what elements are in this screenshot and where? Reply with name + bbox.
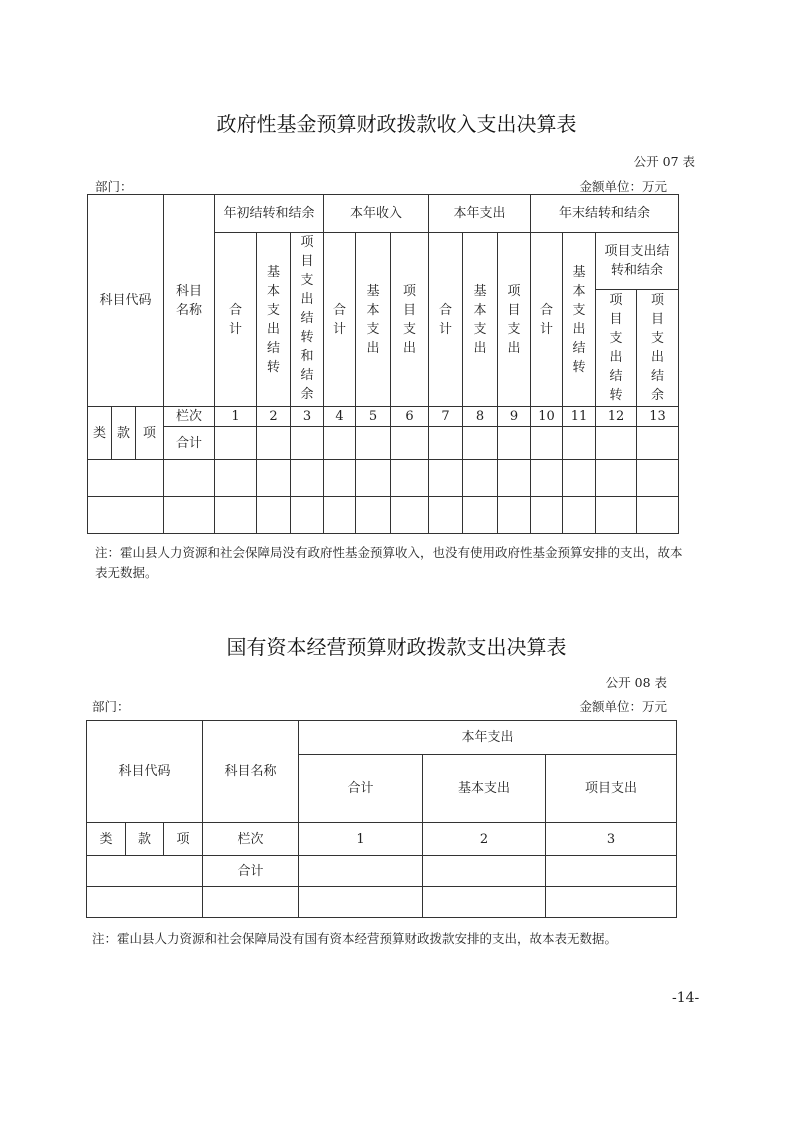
t1-income-project: 项目支出 <box>391 233 429 407</box>
t1-cell <box>215 427 257 460</box>
t1-cell <box>356 427 391 460</box>
t1-cell <box>88 497 164 534</box>
t1-cell <box>356 460 391 497</box>
t1-col-num: 6 <box>391 407 429 427</box>
t1-end-total: 合计 <box>531 233 563 407</box>
t1-end-basic-carry: 基本支出结转 <box>563 233 596 407</box>
t2-empty-row <box>87 887 677 918</box>
t1-xiang: 项 <box>136 407 164 460</box>
t1-cell <box>257 427 291 460</box>
t1-cell <box>324 460 356 497</box>
t1-empty-row <box>88 497 679 534</box>
t2-cell <box>203 887 299 918</box>
t1-income-total: 合计 <box>324 233 356 407</box>
t1-cell <box>563 497 596 534</box>
t2-header-total: 合计 <box>299 755 423 823</box>
t1-col-num: 7 <box>429 407 463 427</box>
t2-cell <box>87 887 203 918</box>
t1-cell <box>391 460 429 497</box>
t1-lanci: 栏次 <box>164 407 215 427</box>
t2-cell <box>423 856 546 887</box>
t2-header-project: 项目支出 <box>546 755 677 823</box>
t1-col-num: 5 <box>356 407 391 427</box>
t1-begin-total: 合计 <box>215 233 257 407</box>
t2-header-basic: 基本支出 <box>423 755 546 823</box>
table2-dept-label: 部门： <box>92 699 130 714</box>
t1-cell <box>429 497 463 534</box>
t1-cell <box>324 427 356 460</box>
t1-cell <box>257 497 291 534</box>
t1-cell <box>215 460 257 497</box>
t1-col-num: 3 <box>291 407 324 427</box>
t2-kuan: 款 <box>126 823 164 856</box>
t2-cell <box>299 856 423 887</box>
t1-group-end: 年末结转和结余 <box>531 195 679 233</box>
t1-col-num: 12 <box>596 407 637 427</box>
t2-lanci: 栏次 <box>203 823 299 856</box>
t1-cell <box>596 427 637 460</box>
t1-cell <box>531 460 563 497</box>
t1-group-expense: 本年支出 <box>429 195 531 233</box>
t1-expense-total: 合计 <box>429 233 463 407</box>
t2-cell <box>299 887 423 918</box>
t2-cell <box>546 887 677 918</box>
t1-col-num: 10 <box>531 407 563 427</box>
t1-cell <box>391 427 429 460</box>
t1-expense-project: 项目支出 <box>498 233 531 407</box>
t1-end-project-balance: 项目支出结余 <box>637 290 679 407</box>
t1-empty-row <box>88 460 679 497</box>
t1-cell <box>429 460 463 497</box>
page-number: -14- <box>672 990 700 1006</box>
t2-total-row <box>87 856 677 887</box>
table2 <box>86 720 677 918</box>
t1-col-num: 1 <box>215 407 257 427</box>
table1-note: 注：霍山县人力资源和社会保障局没有政府性基金预算收入，也没有使用政府性基金预算安排的支出，故本表无数据。 <box>95 545 683 580</box>
t1-cell <box>563 427 596 460</box>
t2-cell <box>87 856 203 887</box>
t1-cell <box>498 497 531 534</box>
t1-cell <box>356 497 391 534</box>
t2-group-expense: 本年支出 <box>299 721 677 755</box>
t1-cell <box>563 460 596 497</box>
t2-cell <box>423 887 546 918</box>
table1 <box>87 194 679 534</box>
t1-cell <box>498 460 531 497</box>
t1-cell <box>531 427 563 460</box>
t1-col-num: 4 <box>324 407 356 427</box>
t1-cell <box>291 497 324 534</box>
table1-dept-label: 部门： <box>95 179 133 194</box>
t1-header-subject-name: 科目名称 <box>164 195 215 407</box>
t2-total-label: 合计 <box>203 856 299 887</box>
t2-xiang: 项 <box>164 823 203 856</box>
table2-unit-label: 金额单位：万元 <box>579 699 667 714</box>
table2-code: 公开 08 表 <box>605 675 667 690</box>
t1-end-project-sub-group: 项目支出结转和结余 <box>596 233 679 290</box>
t1-cell <box>88 460 164 497</box>
t1-end-project-carry: 项目支出结转 <box>596 290 637 407</box>
t2-col-num: 2 <box>423 823 546 856</box>
t1-col-num: 13 <box>637 407 679 427</box>
t1-expense-basic: 基本支出 <box>463 233 498 407</box>
t1-cell <box>164 497 215 534</box>
table1-code: 公开 07 表 <box>633 154 695 169</box>
t1-begin-project-carry-balance: 项目支出结转和结余 <box>291 233 324 407</box>
t2-cell <box>546 856 677 887</box>
t1-cell <box>498 427 531 460</box>
t1-total-label: 合计 <box>164 427 215 460</box>
t1-cell <box>637 460 679 497</box>
t1-cell <box>463 497 498 534</box>
t1-col-num: 11 <box>563 407 596 427</box>
t1-header-subject-code: 科目代码 <box>88 195 164 407</box>
t1-lei: 类 <box>88 407 112 460</box>
t1-cell <box>596 460 637 497</box>
t1-cell <box>596 497 637 534</box>
t1-cell <box>463 460 498 497</box>
t2-lei: 类 <box>87 823 126 856</box>
t2-col-num: 3 <box>546 823 677 856</box>
t1-cell <box>291 427 324 460</box>
t1-group-income: 本年收入 <box>324 195 429 233</box>
table1-title: 政府性基金预算财政拨款收入支出决算表 <box>216 112 577 136</box>
t1-income-basic: 基本支出 <box>356 233 391 407</box>
t1-cell <box>637 497 679 534</box>
t1-col-num: 9 <box>498 407 531 427</box>
t1-kuan: 款 <box>112 407 136 460</box>
t2-header-subject-code: 科目代码 <box>87 721 203 823</box>
t1-cell <box>637 427 679 460</box>
table1-unit-label: 金额单位：万元 <box>579 179 667 194</box>
t2-header-subject-name: 科目名称 <box>203 721 299 823</box>
t1-cell <box>463 427 498 460</box>
table2-title: 国有资本经营预算财政拨款支出决算表 <box>226 635 567 659</box>
t1-cell <box>215 497 257 534</box>
t1-cell <box>429 427 463 460</box>
t1-group-begin: 年初结转和结余 <box>215 195 324 233</box>
t1-cell <box>164 460 215 497</box>
t1-cell <box>324 497 356 534</box>
t1-cell <box>531 497 563 534</box>
t1-col-num: 2 <box>257 407 291 427</box>
t1-cell <box>291 460 324 497</box>
t1-cell <box>391 497 429 534</box>
t1-cell <box>257 460 291 497</box>
t1-col-num: 8 <box>463 407 498 427</box>
table2-note: 注：霍山县人力资源和社会保障局没有国有资本经营预算财政拨款安排的支出，故本表无数据。 <box>92 931 618 946</box>
t1-total-row <box>88 427 679 460</box>
t1-begin-basic-carry: 基本支出结转 <box>257 233 291 407</box>
t2-col-num: 1 <box>299 823 423 856</box>
